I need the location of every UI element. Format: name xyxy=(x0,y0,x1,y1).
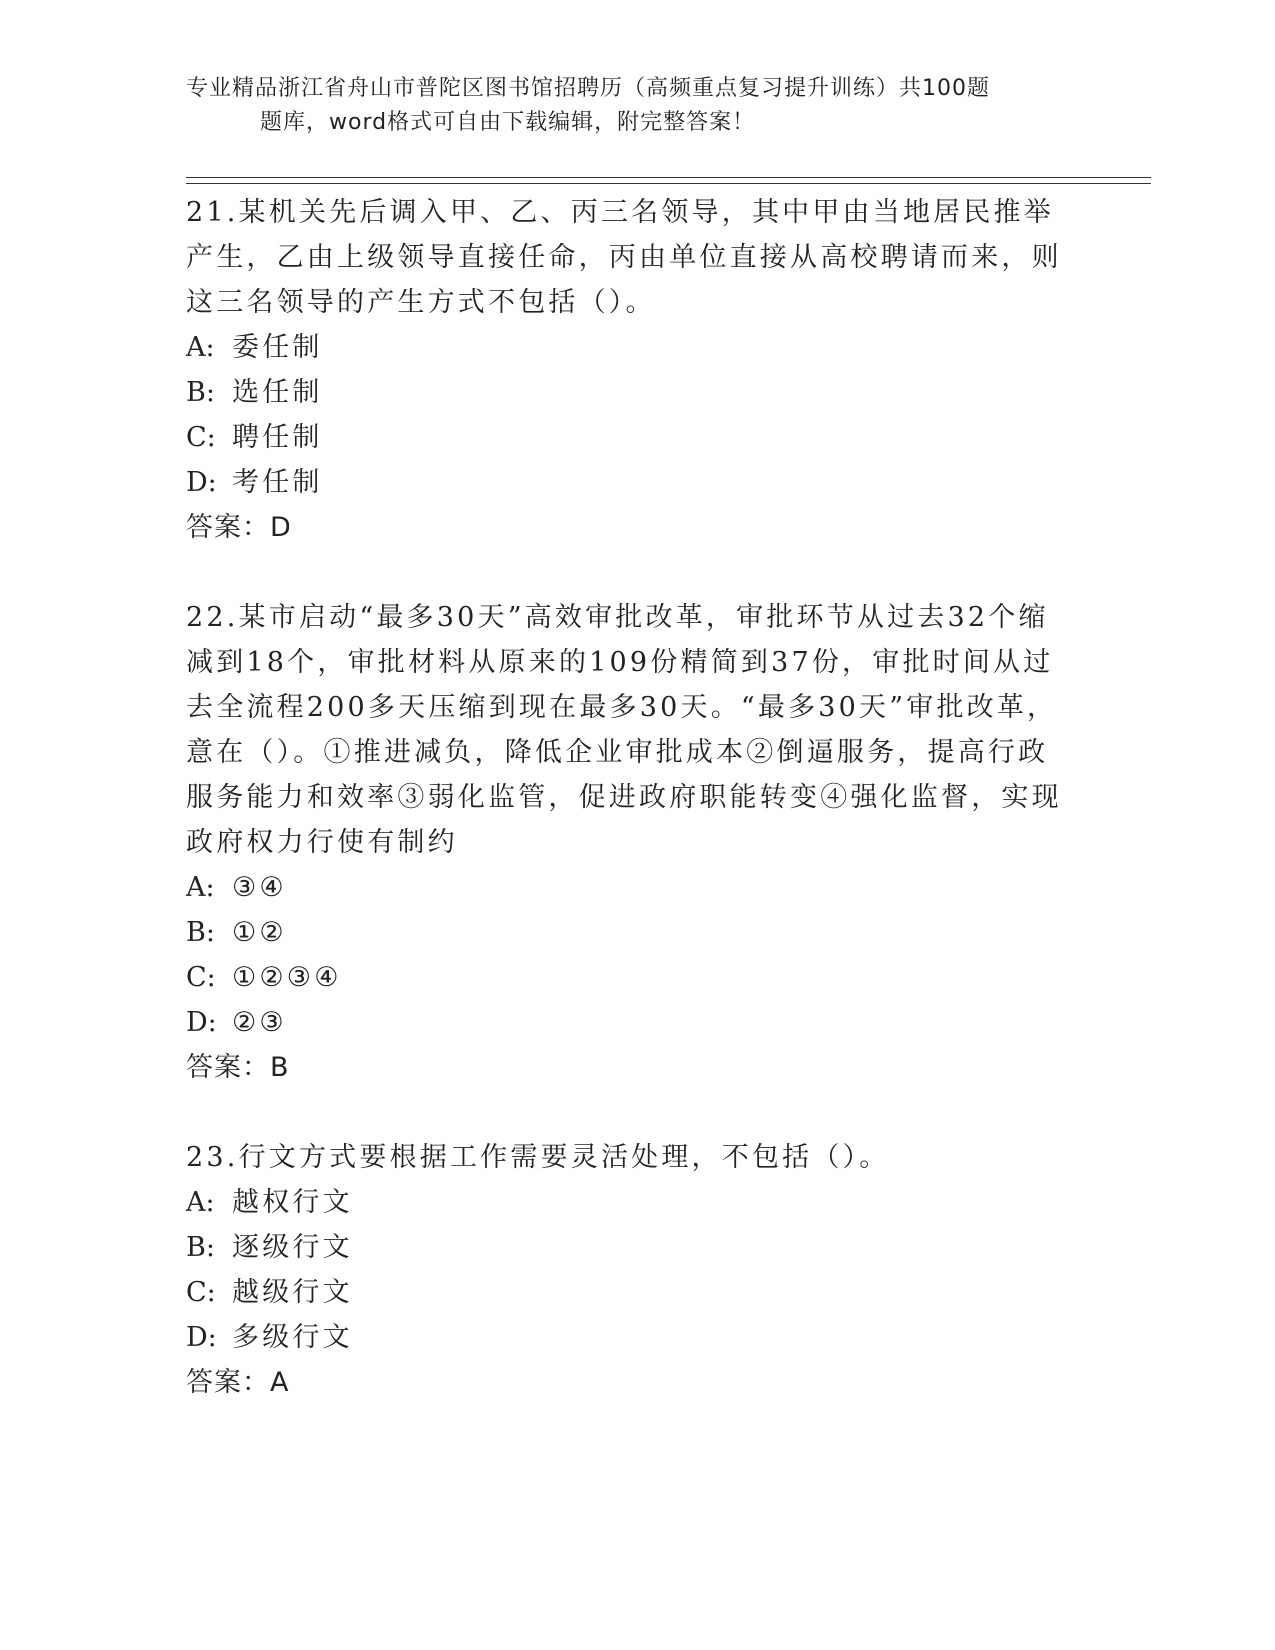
header-divider-top xyxy=(186,177,1151,178)
option-key: C: xyxy=(186,422,216,453)
option-key: D: xyxy=(186,467,217,498)
option-text: 越级行文 xyxy=(232,1277,353,1308)
question-21 xyxy=(186,190,1086,550)
option-key: A: xyxy=(186,332,215,363)
header-title-line1: 专业精品浙江省舟山市普陀区图书馆招聘历（高频重点复习提升训练）共100题 xyxy=(186,76,990,101)
option-a xyxy=(186,1180,1086,1225)
option-text: 逐级行文 xyxy=(232,1232,353,1263)
answer-line: 答案：D xyxy=(186,512,292,543)
option-key: A: xyxy=(186,1187,215,1218)
option-text: 考任制 xyxy=(232,467,323,498)
option-key: C: xyxy=(186,1277,216,1308)
question-stem: 23.行文方式要根据工作需要灵活处理，不包括（）。 xyxy=(186,1142,890,1173)
question-stem: 21.某机关先后调入甲、乙、丙三名领导，其中甲由当地居民推举产生，乙由上级领导直接任命，丙由单位直接从高校聘请而来，则这三名领导的产生方式不包括（）。 xyxy=(186,197,1062,318)
option-b xyxy=(186,370,1086,415)
option-d xyxy=(186,1315,1086,1360)
option-text: ①② xyxy=(232,917,287,948)
option-c xyxy=(186,415,1086,460)
option-text: ①②③④ xyxy=(232,962,342,993)
question-stem: 22.某市启动“最多30天”高效审批改革，审批环节从过去32个缩减到18个，审批材料从原来的109份精简到37份，审批时间从过去全流程200多天压缩到现在最多30天。“最多30天”审批改革，意在（）。①推进减负，降低企业审批成本②倒逼服务，提高行政服务能力和效率③弱化监管，促进政府职能转变④强化监督，实现政府权力行使有制约 xyxy=(186,602,1062,858)
question-list xyxy=(186,190,1086,1405)
option-text: 越权行文 xyxy=(232,1187,353,1218)
option-c xyxy=(186,955,1086,1000)
option-text: 聘任制 xyxy=(232,422,323,453)
option-key: D: xyxy=(186,1322,217,1353)
option-d xyxy=(186,460,1086,505)
option-text: ②③ xyxy=(232,1007,287,1038)
option-c xyxy=(186,1270,1086,1315)
option-text: 委任制 xyxy=(232,332,323,363)
option-key: A: xyxy=(186,872,215,903)
option-key: B: xyxy=(186,917,215,948)
option-b xyxy=(186,1225,1086,1270)
option-text: 多级行文 xyxy=(232,1322,353,1353)
page-header xyxy=(186,72,1066,140)
header-divider-bottom xyxy=(186,183,1151,184)
option-text: 选任制 xyxy=(232,377,323,408)
option-d xyxy=(186,1000,1086,1045)
question-spacer xyxy=(186,1090,1086,1135)
option-b xyxy=(186,910,1086,955)
answer-line: 答案：B xyxy=(186,1052,290,1083)
option-key: B: xyxy=(186,1232,215,1263)
question-22 xyxy=(186,595,1086,1090)
option-text: ③④ xyxy=(232,872,287,903)
option-a xyxy=(186,865,1086,910)
option-key: B: xyxy=(186,377,215,408)
answer-line: 答案：A xyxy=(186,1367,290,1398)
option-a xyxy=(186,325,1086,370)
question-spacer xyxy=(186,550,1086,595)
option-key: C: xyxy=(186,962,216,993)
question-23 xyxy=(186,1135,1086,1405)
header-title-line2: 题库，word格式可自由下载编辑，附完整答案！ xyxy=(260,110,756,135)
option-key: D: xyxy=(186,1007,217,1038)
